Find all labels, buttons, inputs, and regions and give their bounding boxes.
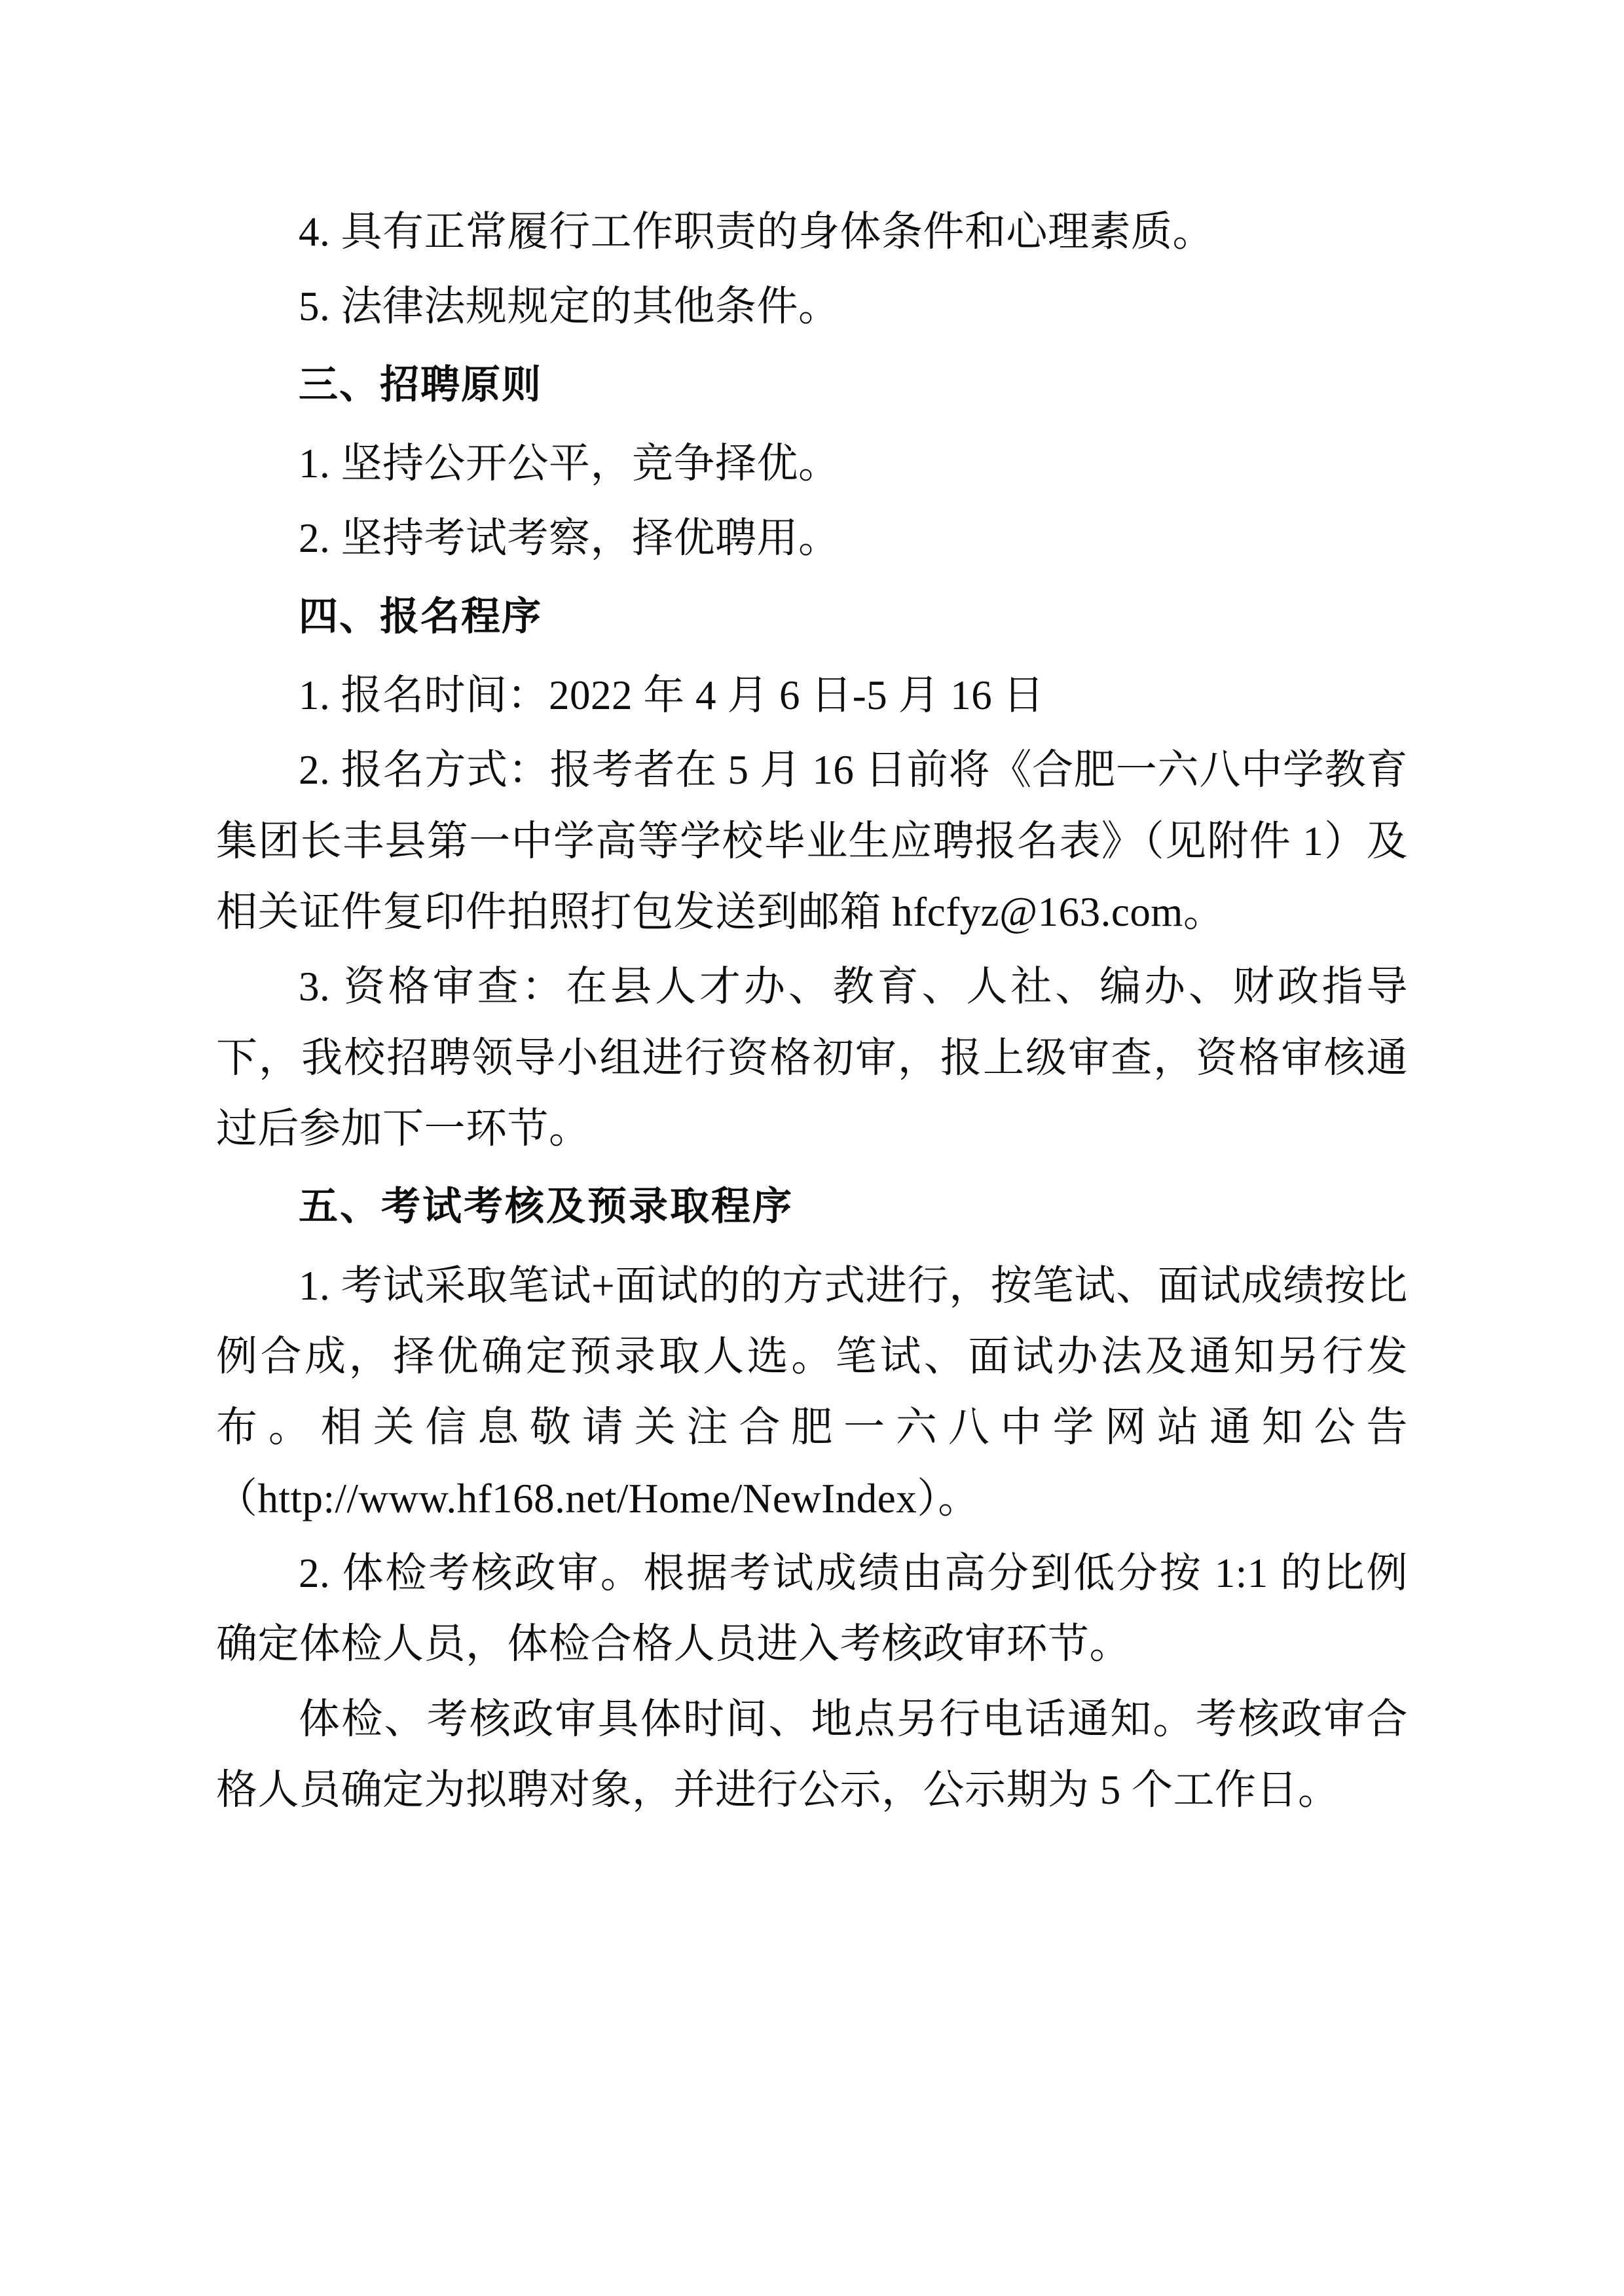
section-heading-application-procedure: 四、报名程序 — [299, 593, 542, 640]
paragraph-notification-and-publicity: 体检、考核政审具体时间、地点另行电话通知。考核政审合格人员确定为拟聘对象，并进行公示，公示期为 5 个工作日。 — [216, 1696, 1408, 1813]
section-heading-exam-and-preadmission: 五、考试考核及预录取程序 — [299, 1184, 794, 1230]
paragraph-principle-2: 2. 坚持考试考察，择优聘用。 — [299, 515, 840, 562]
paragraph-application-method: 2. 报名方式：报考者在 5 月 16 日前将《合肥一六八中学教育集团长丰县第一中学高等学校毕业生应聘报名表》（见附件 1）及相关证件复印件拍照打包发送到邮箱 hfcfyz@163.com。 — [216, 747, 1408, 935]
paragraph-condition-4: 4. 具有正常履行工作职责的身体条件和心理素质。 — [299, 209, 1214, 255]
paragraph-medical-and-review: 2. 体检考核政审。根据考试成绩由高分到低分按 1:1 的比例确定体检人员，体检合格人员进入考核政审环节。 — [216, 1550, 1408, 1667]
paragraph-condition-5: 5. 法律法规规定的其他条件。 — [299, 283, 840, 330]
paragraph-application-time: 1. 报名时间：2022 年 4 月 6 日-5 月 16 日 — [299, 672, 1044, 718]
section-heading-recruitment-principles: 三、招聘原则 — [299, 361, 542, 408]
document-body — [216, 196, 1408, 1825]
paragraph-exam-format: 1. 考试采取笔试+面试的的方式进行，按笔试、面试成绩按比例合成，择优确定预录取人选。笔试、面试办法及通知另行发布。相关信息敬请关注合肥一六八中学网站通知公告（http://www.hf168.net/Home/NewIndex）。 — [216, 1262, 1408, 1522]
paragraph-principle-1: 1. 坚持公开公平，竞争择优。 — [299, 440, 840, 486]
paragraph-qualification-review: 3. 资格审查：在县人才办、教育、人社、编办、财政指导下，我校招聘领导小组进行资格初审，报上级审查，资格审核通过后参加下一环节。 — [216, 964, 1408, 1152]
